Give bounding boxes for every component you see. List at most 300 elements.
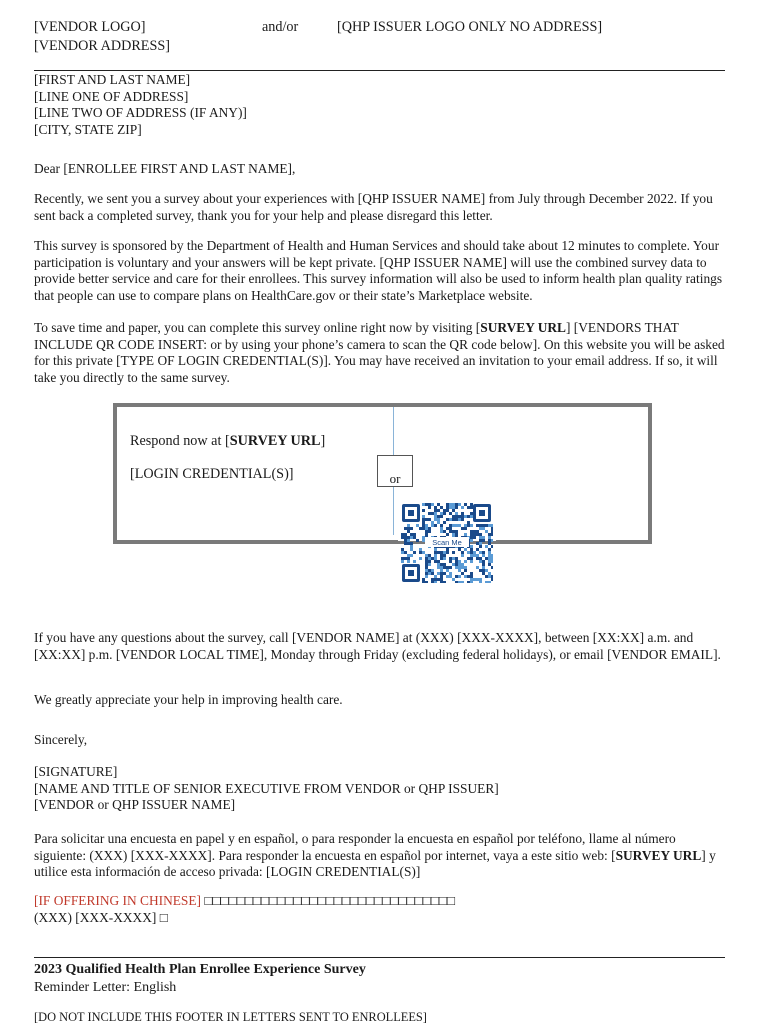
qr-module: [434, 560, 437, 563]
paragraph-spanish: Para solicitar una encuesta en papel y en español, o para responder la encuesta en español por teléfono, llame al número siguiente: (XXX) [XXX-XXXX]. Para responder la encuesta en español por internet, vaya a este sitio web: [SURVEY URL] y utilice esta información de acceso privada: [LOGIN CREDENTIAL(S)]: [34, 831, 716, 879]
qr-module: [461, 512, 464, 515]
qr-module: [458, 581, 461, 583]
or-box: [377, 455, 413, 487]
qr-module: [434, 578, 437, 581]
qr-module: [443, 566, 446, 569]
qr-module: [476, 533, 479, 536]
chinese-tag: [IF OFFERING IN CHINESE]: [34, 893, 202, 908]
qr-module: [443, 512, 446, 515]
qr-module: [446, 575, 449, 578]
qr-module: [425, 560, 428, 563]
paragraph-intro: Recently, we sent you a survey about your experiences with [QHP ISSUER NAME] from July through December 2022. If you sent back a completed survey, thank you for your help and please disregard this letter.: [34, 191, 713, 223]
qr-module: [455, 563, 458, 566]
qr-module: [425, 518, 428, 521]
qr-module: [467, 524, 470, 527]
qr-module: [401, 560, 404, 563]
qr-module: [440, 551, 443, 554]
address-line: [CITY, STATE ZIP]: [34, 121, 142, 137]
qr-module: [455, 515, 458, 518]
salutation: Dear [ENROLLEE FIRST AND LAST NAME],: [34, 161, 296, 176]
qr-module: [476, 530, 479, 533]
qr-module: [446, 527, 449, 530]
qr-module: [488, 524, 491, 527]
qr-module: [491, 566, 493, 569]
qr-module: [491, 554, 493, 557]
qr-module: [455, 524, 458, 527]
qr-module: [434, 506, 437, 509]
qr-module: [488, 533, 491, 536]
qr-module: [428, 506, 431, 509]
address-block: [34, 72, 726, 138]
closing: Sincerely,: [34, 732, 88, 747]
qr-module: [455, 512, 458, 515]
qr-module: [401, 548, 404, 551]
qr-module: [467, 581, 470, 583]
qr-module: [422, 527, 425, 530]
qr-module: [431, 557, 434, 560]
qr-module: [449, 503, 452, 506]
qr-module: [440, 554, 443, 557]
qr-module: [446, 566, 449, 569]
qr-module: [449, 575, 452, 578]
qr-module: [461, 566, 464, 569]
qr-module: [428, 530, 431, 533]
qr-module: [491, 539, 493, 542]
qr-module: [413, 536, 416, 539]
chinese-block: [34, 893, 726, 926]
qr-module: [482, 539, 485, 542]
qr-module: [410, 533, 413, 536]
qr-module: [458, 569, 461, 572]
qr-module: [428, 560, 431, 563]
qr-module: [425, 527, 428, 530]
qr-module: [407, 524, 410, 527]
qr-module: [476, 566, 479, 569]
qr-module: [419, 551, 422, 554]
qr-module: [455, 533, 458, 536]
qr-module: [413, 533, 416, 536]
qr-module: [488, 575, 491, 578]
qr-module: [440, 563, 443, 566]
issuer-logo-placeholder: [QHP ISSUER LOGO ONLY NO ADDRESS]: [337, 19, 603, 35]
qr-module: [419, 557, 422, 560]
qr-module: [455, 506, 458, 509]
qr-module: [440, 506, 443, 509]
qr-module: [488, 548, 491, 551]
qr-finder-bottom-left: [402, 564, 420, 582]
qr-module: [458, 548, 461, 551]
andor-text: and/or: [262, 19, 299, 35]
qr-module: [449, 560, 452, 563]
qr-module: [431, 524, 434, 527]
qr-module: [476, 542, 479, 545]
qr-module: [452, 533, 455, 536]
qr-module: [455, 518, 458, 521]
qr-module: [470, 515, 473, 518]
qr-module: [410, 548, 413, 551]
footer-subtitle: Reminder Letter: English: [34, 980, 177, 995]
qr-module: [422, 503, 425, 506]
qr-module: [422, 581, 425, 583]
qr-module: [440, 581, 443, 583]
qr-module: [407, 539, 410, 542]
qr-module: [440, 524, 443, 527]
qr-module: [485, 569, 488, 572]
qr-module: [407, 542, 410, 545]
qr-module: [446, 518, 449, 521]
qr-module: [437, 566, 440, 569]
qr-module: [452, 524, 455, 527]
qr-module: [449, 530, 452, 533]
qr-module: [455, 530, 458, 533]
qr-module: [404, 527, 407, 530]
qr-module: [434, 512, 437, 515]
qr-module: [422, 509, 425, 512]
qr-module: [452, 530, 455, 533]
qr-module: [470, 575, 473, 578]
qr-module: [461, 572, 464, 575]
qr-module: [470, 533, 473, 536]
qr-module: [443, 581, 446, 583]
qr-module: [440, 578, 443, 581]
qr-module: [452, 509, 455, 512]
qr-module: [455, 566, 458, 569]
qr-module: [470, 539, 473, 542]
qr-module: [422, 578, 425, 581]
qr-module: [458, 503, 461, 506]
qr-module: [482, 560, 485, 563]
qr-module: [479, 545, 482, 548]
qr-module: [449, 518, 452, 521]
qr-module: [446, 569, 449, 572]
qr-module: [482, 563, 485, 566]
qr-module: [464, 569, 467, 572]
qr-module: [464, 503, 467, 506]
qr-module: [464, 566, 467, 569]
qr-module: [413, 560, 416, 563]
qr-module: [479, 581, 482, 583]
qr-module: [443, 521, 446, 524]
qr-module: [434, 524, 437, 527]
qr-module: [443, 509, 446, 512]
qr-module: [458, 518, 461, 521]
qr-module: [479, 542, 482, 545]
qr-module: [443, 554, 446, 557]
qr-module: [479, 527, 482, 530]
qr-module: [449, 524, 452, 527]
qr-module: [431, 578, 434, 581]
qr-module: [428, 527, 431, 530]
qr-module: [488, 581, 491, 583]
qr-module: [422, 524, 425, 527]
qr-module: [464, 515, 467, 518]
qr-module: [482, 536, 485, 539]
qr-module: [434, 557, 437, 560]
qr-module: [446, 509, 449, 512]
qr-module: [458, 575, 461, 578]
qr-module: [473, 578, 476, 581]
qr-module: [479, 539, 482, 542]
qr-module: [440, 569, 443, 572]
qr-module: [461, 506, 464, 509]
qr-finder-top-left: [402, 504, 420, 522]
qr-module: [476, 524, 479, 527]
qr-module: [449, 572, 452, 575]
qr-module: [446, 533, 449, 536]
qr-module: [449, 527, 452, 530]
qr-module: [452, 515, 455, 518]
chinese-phone-line: (XXX) [XXX-XXXX] □: [34, 909, 168, 925]
qr-module: [452, 503, 455, 506]
qr-module: [461, 515, 464, 518]
qr-module: [485, 530, 488, 533]
qr-module: [407, 530, 410, 533]
qr-module: [425, 575, 428, 578]
or-text: or: [389, 471, 401, 486]
qr-module: [464, 575, 467, 578]
qr-module: [470, 572, 473, 575]
address-line: [FIRST AND LAST NAME]: [34, 72, 191, 87]
qr-module: [470, 581, 473, 583]
qr-module: [443, 572, 446, 575]
qr-module: [485, 581, 488, 583]
qr-module: [485, 545, 488, 548]
qr-module: [404, 539, 407, 542]
qr-module: [470, 545, 473, 548]
qr-module: [437, 563, 440, 566]
qr-module: [434, 509, 437, 512]
qr-module: [485, 524, 488, 527]
qr-code[interactable]: [401, 503, 493, 583]
qr-module: [455, 581, 458, 583]
qr-module: [401, 557, 404, 560]
qr-module: [470, 560, 473, 563]
qr-module: [425, 581, 428, 583]
qr-module: [491, 560, 493, 563]
login-credential-text: [LOGIN CREDENTIAL(S)]: [130, 466, 294, 482]
signature-block: [34, 764, 726, 814]
qr-module: [401, 551, 404, 554]
qr-module: [428, 563, 431, 566]
qr-module: [425, 503, 428, 506]
signature-line: [VENDOR or QHP ISSUER NAME]: [34, 797, 236, 812]
qr-module: [425, 557, 428, 560]
qr-module: [473, 554, 476, 557]
qr-module: [470, 524, 473, 527]
qr-module: [428, 557, 431, 560]
qr-module: [422, 551, 425, 554]
qr-module: [470, 512, 473, 515]
qr-module: [434, 551, 437, 554]
qr-module: [437, 509, 440, 512]
qr-module: [464, 533, 467, 536]
qr-module: [437, 521, 440, 524]
qr-module: [449, 506, 452, 509]
qr-module: [482, 554, 485, 557]
qr-module: [437, 560, 440, 563]
qr-module: [437, 578, 440, 581]
qr-module: [407, 557, 410, 560]
qr-module: [470, 551, 473, 554]
qr-module: [452, 557, 455, 560]
qr-module: [437, 518, 440, 521]
qr-module: [455, 575, 458, 578]
qr-module: [464, 560, 467, 563]
qr-module: [470, 578, 473, 581]
qr-module: [425, 572, 428, 575]
qr-module: [461, 518, 464, 521]
address-line: [LINE TWO OF ADDRESS (IF ANY)]: [34, 105, 247, 120]
qr-module: [446, 503, 449, 506]
qr-module: [440, 566, 443, 569]
qr-module: [491, 575, 493, 578]
qr-module: [407, 554, 410, 557]
qr-module: [410, 554, 413, 557]
paragraph-questions: If you have any questions about the survey, call [VENDOR NAME] at (XXX) [XXX-XXXX], between [XX:XX] a.m. and [XX:XX] p.m. [VENDOR LOCAL TIME], Monday through Friday (excluding federal holidays), or email [VENDOR EMAIL].: [34, 630, 721, 662]
qr-module: [491, 533, 493, 536]
qr-module: [437, 551, 440, 554]
qr-module: [434, 554, 437, 557]
qr-module: [470, 554, 473, 557]
address-line: [LINE ONE OF ADDRESS]: [34, 88, 189, 104]
qr-module: [458, 563, 461, 566]
qr-finder-top-right: [473, 504, 491, 522]
qr-module: [440, 530, 443, 533]
vendor-logo-placeholder: [VENDOR LOGO]: [34, 19, 146, 35]
qr-module: [491, 530, 493, 533]
qr-module: [434, 581, 437, 583]
qr-module: [458, 566, 461, 569]
qr-module: [455, 503, 458, 506]
qr-module: [431, 512, 434, 515]
qr-module: [467, 515, 470, 518]
qr-module: [467, 557, 470, 560]
respond-survey-url: SURVEY URL: [229, 433, 321, 449]
qr-module: [404, 542, 407, 545]
qr-module: [467, 521, 470, 524]
footer-rule: [34, 957, 725, 958]
qr-module: [479, 557, 482, 560]
qr-module: [416, 539, 419, 542]
qr-module: [470, 548, 473, 551]
respond-now-text: Respond now at [SURVEY URL]: [130, 433, 326, 449]
qr-module: [449, 512, 452, 515]
qr-module: [449, 557, 452, 560]
qr-module: [452, 506, 455, 509]
qr-module: [488, 557, 491, 560]
qr-module: [482, 524, 485, 527]
qr-module: [488, 536, 491, 539]
qr-module: [431, 572, 434, 575]
qr-module: [428, 503, 431, 506]
paragraph-thanks: We greatly appreciate your help in improving health care.: [34, 692, 343, 707]
qr-module: [425, 530, 428, 533]
qr-module: [410, 536, 413, 539]
qr-module: [428, 554, 431, 557]
qr-module: [422, 536, 425, 539]
qr-module: [443, 530, 446, 533]
qr-module: [413, 551, 416, 554]
qr-module: [440, 515, 443, 518]
qr-module: [488, 551, 491, 554]
qr-module: [473, 530, 476, 533]
paragraph-sponsor: This survey is sponsored by the Department of Health and Human Services and should take about 12 minutes to complete. Your participation is voluntary and your answers will be kept private. [QHP ISSUER NAME] will use the combined survey data to provide better service and care for their enrollees. This survey information will also be used to inform health plan quality ratings that people can use to compare plans on HealthCare.gov or their state’s Marketplace website.: [34, 238, 723, 303]
qr-module: [461, 554, 464, 557]
qr-module: [464, 548, 467, 551]
qr-module: [479, 551, 482, 554]
qr-module: [479, 569, 482, 572]
qr-module: [482, 569, 485, 572]
qr-module: [458, 515, 461, 518]
qr-module: [491, 545, 493, 548]
survey-url-bold: SURVEY URL: [480, 320, 566, 335]
qr-module: [470, 530, 473, 533]
qr-module: [470, 503, 473, 506]
qr-module: [434, 575, 437, 578]
qr-module: [476, 557, 479, 560]
qr-module: [476, 578, 479, 581]
qr-module: [467, 551, 470, 554]
qr-module: [485, 557, 488, 560]
header-rule: [34, 70, 725, 71]
qr-module: [482, 551, 485, 554]
footer-title: 2023 Qualified Health Plan Enrollee Experience Survey: [34, 962, 366, 977]
chinese-text: □□□□□□□□□□□□□□□□□□□□□□□□□□□□□□□: [204, 893, 456, 908]
qr-module: [488, 563, 491, 566]
qr-module: [407, 560, 410, 563]
qr-module: [428, 512, 431, 515]
qr-module: [452, 578, 455, 581]
qr-module: [482, 527, 485, 530]
qr-module: [431, 521, 434, 524]
qr-module: [461, 581, 464, 583]
qr-module: [461, 527, 464, 530]
qr-module: [407, 527, 410, 530]
paragraph-online: [34, 320, 726, 386]
qr-module: [440, 512, 443, 515]
qr-module: [401, 536, 404, 539]
qr-module: [488, 572, 491, 575]
qr-module: [404, 551, 407, 554]
qr-module: [491, 527, 493, 530]
qr-module: [440, 575, 443, 578]
qr-module: [479, 578, 482, 581]
qr-module: [464, 527, 467, 530]
qr-module: [491, 578, 493, 581]
qr-module: [440, 572, 443, 575]
qr-module: [416, 524, 419, 527]
qr-module: [410, 527, 413, 530]
qr-module: [410, 545, 413, 548]
qr-module: [443, 563, 446, 566]
qr-module: [476, 548, 479, 551]
qr-module: [446, 551, 449, 554]
qr-module: [452, 563, 455, 566]
qr-module: [443, 551, 446, 554]
qr-module: [434, 548, 437, 551]
vendor-address-placeholder: [VENDOR ADDRESS]: [34, 38, 170, 54]
qr-module: [452, 518, 455, 521]
qr-module: [410, 542, 413, 545]
qr-module: [488, 560, 491, 563]
qr-module: [422, 518, 425, 521]
qr-module: [455, 557, 458, 560]
qr-module: [407, 536, 410, 539]
qr-module: [479, 533, 482, 536]
qr-module: [431, 569, 434, 572]
qr-module: [473, 536, 476, 539]
qr-module: [470, 536, 473, 539]
